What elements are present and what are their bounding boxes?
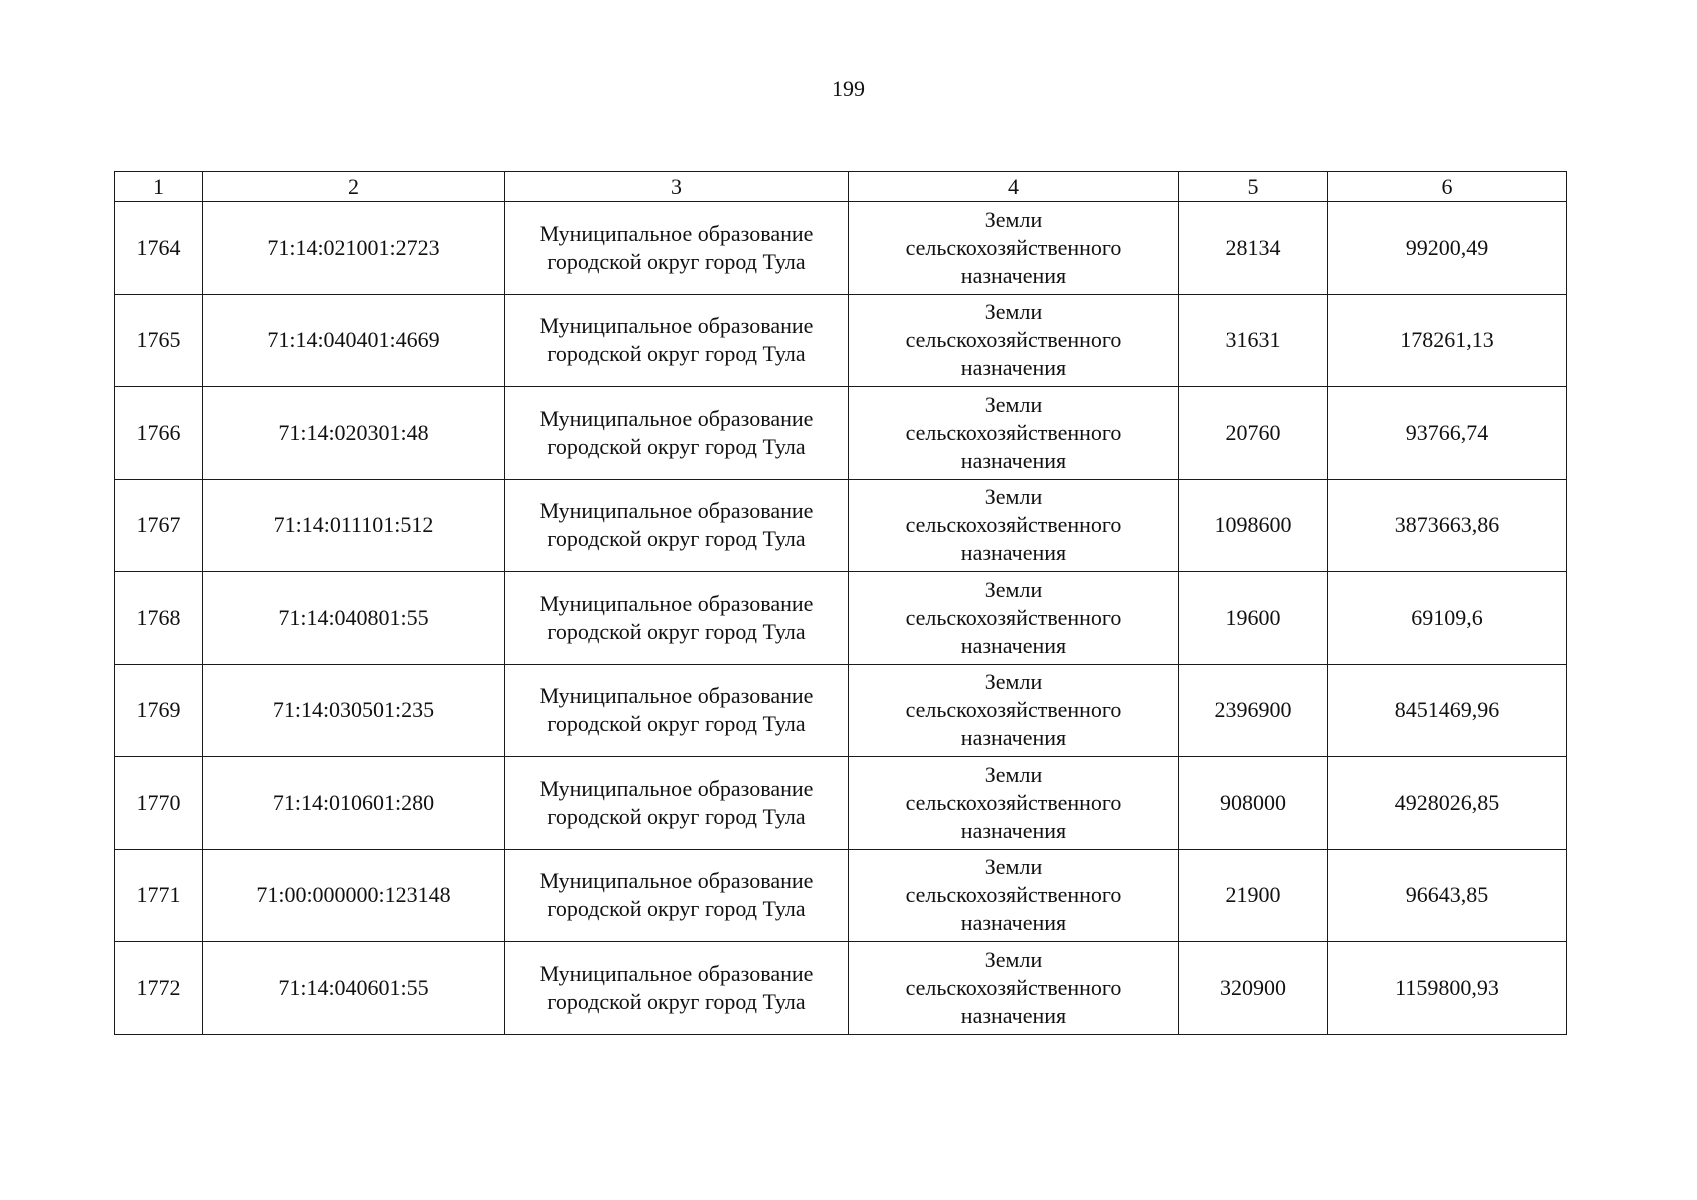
row-number: 1768: [136, 604, 181, 630]
row-number: 1772: [136, 974, 181, 1000]
area-value: 28134: [1225, 234, 1281, 260]
row-number-cell: [115, 202, 203, 295]
cadastral-number-cell: [203, 664, 505, 757]
area-cell: [1179, 294, 1328, 387]
row-number-cell: [115, 757, 203, 850]
table-row: [115, 572, 1567, 665]
land-category-line: сельскохозяйственного: [905, 604, 1122, 630]
area-cell: [1179, 664, 1328, 757]
cadastral-number: 71:14:040801:55: [278, 604, 429, 630]
cadastral-value-cell: [1328, 387, 1567, 480]
cadastral-number: 71:14:011101:512: [273, 512, 434, 538]
area-cell: [1179, 387, 1328, 480]
owner-line: Муниципальное образование: [539, 220, 814, 246]
owner-cell: [505, 387, 849, 480]
page-number: 199: [832, 76, 865, 101]
owner-cell: [505, 664, 849, 757]
column-header: 6: [1328, 172, 1567, 202]
owner-line: Муниципальное образование: [539, 868, 814, 894]
table-row: [115, 942, 1567, 1035]
land-category-line: Земли: [984, 761, 1043, 787]
cadastral-value: 178261,13: [1400, 327, 1494, 353]
land-category-line: сельскохозяйственного: [905, 512, 1122, 538]
land-category-cell: [849, 664, 1179, 757]
area-cell: [1179, 202, 1328, 295]
land-category-cell: [849, 572, 1179, 665]
area-value: 19600: [1225, 604, 1281, 630]
column-header: 3: [505, 172, 849, 202]
land-category-line: Земли: [984, 854, 1043, 880]
row-number: 1764: [136, 234, 181, 260]
cadastral-number: 71:14:020301:48: [278, 419, 429, 445]
owner-line: городской округ город Тула: [547, 803, 806, 829]
land-category-cell: [849, 849, 1179, 942]
cadastral-number-cell: [203, 479, 505, 572]
area-cell: [1179, 757, 1328, 850]
cadastral-number: 71:14:040401:4669: [267, 327, 440, 353]
table-row: [115, 202, 1567, 295]
cadastral-number: 71:00:000000:123148: [256, 882, 451, 908]
cadastral-value-cell: [1328, 849, 1567, 942]
owner-cell: [505, 942, 849, 1035]
land-category-cell: [849, 479, 1179, 572]
area-value: 320900: [1220, 974, 1286, 1000]
land-category-line: сельскохозяйственного: [905, 327, 1122, 353]
cadastral-number-cell: [203, 757, 505, 850]
owner-line: Муниципальное образование: [539, 590, 814, 616]
cadastral-value: 69109,6: [1411, 604, 1483, 630]
row-number: 1771: [136, 882, 181, 908]
row-number: 1765: [136, 327, 181, 353]
row-number-cell: [115, 479, 203, 572]
land-category-line: Земли: [984, 206, 1043, 232]
area-value: 21900: [1225, 882, 1281, 908]
area-value: 908000: [1220, 789, 1286, 815]
owner-line: городской округ город Тула: [547, 988, 806, 1014]
table-row: [115, 757, 1567, 850]
land-category-cell: [849, 294, 1179, 387]
table-row: [115, 294, 1567, 387]
owner-line: Муниципальное образование: [539, 960, 814, 986]
cadastral-number-cell: [203, 294, 505, 387]
cadastral-value: 4928026,85: [1394, 789, 1500, 815]
cadastral-value: 1159800,93: [1395, 974, 1499, 1000]
owner-line: Муниципальное образование: [539, 775, 814, 801]
land-category-line: сельскохозяйственного: [905, 419, 1122, 445]
owner-line: городской округ город Тула: [547, 896, 806, 922]
table-body: [115, 202, 1567, 1035]
cadastral-value-cell: [1328, 757, 1567, 850]
owner-line: Муниципальное образование: [539, 498, 814, 524]
owner-cell: [505, 479, 849, 572]
owner-line: городской округ город Тула: [547, 248, 806, 274]
cadastral-number-cell: [203, 202, 505, 295]
land-category-line: назначения: [960, 540, 1067, 566]
cadastral-number: 71:14:030501:235: [272, 697, 435, 723]
land-category-line: назначения: [960, 910, 1067, 936]
cadastral-value-cell: [1328, 664, 1567, 757]
cadastral-number-cell: [203, 572, 505, 665]
owner-cell: [505, 849, 849, 942]
owner-line: городской округ город Тула: [547, 526, 806, 552]
land-category-line: Земли: [984, 946, 1043, 972]
table-row: [115, 479, 1567, 572]
land-category-cell: [849, 202, 1179, 295]
cadastral-value: 8451469,96: [1394, 697, 1500, 723]
land-category-line: назначения: [960, 262, 1067, 288]
land-category-cell: [849, 942, 1179, 1035]
column-header: 4: [849, 172, 1179, 202]
row-number: 1767: [136, 512, 181, 538]
owner-line: городской округ город Тула: [547, 711, 806, 737]
table-row: [115, 664, 1567, 757]
owner-line: городской округ город Тула: [547, 433, 806, 459]
owner-line: Муниципальное образование: [539, 405, 814, 431]
land-category-line: Земли: [984, 391, 1043, 417]
land-category-line: назначения: [960, 1002, 1067, 1028]
land-category-line: назначения: [960, 817, 1067, 843]
land-category-line: сельскохозяйственного: [905, 789, 1122, 815]
area-value: 20760: [1225, 419, 1281, 445]
land-category-line: сельскохозяйственного: [905, 882, 1122, 908]
land-category-line: Земли: [984, 484, 1043, 510]
area-cell: [1179, 942, 1328, 1035]
row-number-cell: [115, 572, 203, 665]
row-number: 1769: [136, 697, 181, 723]
cadastral-value: 99200,49: [1405, 234, 1489, 260]
row-number-cell: [115, 942, 203, 1035]
land-category-line: сельскохозяйственного: [905, 974, 1122, 1000]
land-category-line: назначения: [960, 355, 1067, 381]
cadastral-value: 96643,85: [1405, 882, 1489, 908]
cadastral-number-cell: [203, 387, 505, 480]
owner-cell: [505, 202, 849, 295]
row-number: 1766: [136, 419, 181, 445]
row-number-cell: [115, 387, 203, 480]
area-cell: [1179, 479, 1328, 572]
owner-line: Муниципальное образование: [539, 313, 814, 339]
cadastral-number-cell: [203, 849, 505, 942]
column-header: 2: [203, 172, 505, 202]
row-number-cell: [115, 849, 203, 942]
land-category-line: сельскохозяйственного: [905, 234, 1122, 260]
header-row: [115, 172, 1567, 202]
row-number: 1770: [136, 789, 181, 815]
land-category-cell: [849, 387, 1179, 480]
owner-line: городской округ город Тула: [547, 618, 806, 644]
land-category-line: сельскохозяйственного: [905, 697, 1122, 723]
cadastral-number: 71:14:010601:280: [272, 789, 435, 815]
land-category-line: Земли: [984, 669, 1043, 695]
land-category-line: назначения: [960, 725, 1067, 751]
column-header: 1: [115, 172, 203, 202]
land-category-cell: [849, 757, 1179, 850]
owner-line: городской округ город Тула: [547, 341, 806, 367]
land-category-line: Земли: [984, 576, 1043, 602]
cadastral-value-cell: [1328, 202, 1567, 295]
row-number-cell: [115, 294, 203, 387]
land-category-line: назначения: [960, 632, 1067, 658]
owner-cell: [505, 757, 849, 850]
owner-line: Муниципальное образование: [539, 683, 814, 709]
column-header: 5: [1179, 172, 1328, 202]
area-value: 2396900: [1214, 697, 1292, 723]
table-row: [115, 849, 1567, 942]
cadastral-value: 3873663,86: [1394, 512, 1500, 538]
cadastral-number: 71:14:021001:2723: [267, 234, 440, 260]
cadastral-number: 71:14:040601:55: [278, 974, 429, 1000]
table-row: [115, 387, 1567, 480]
area-cell: [1179, 572, 1328, 665]
area-value: 1098600: [1214, 512, 1292, 538]
land-category-line: Земли: [984, 299, 1043, 325]
owner-cell: [505, 572, 849, 665]
land-registry-table: [114, 171, 1567, 1035]
cadastral-value-cell: [1328, 942, 1567, 1035]
owner-cell: [505, 294, 849, 387]
land-category-line: назначения: [960, 447, 1067, 473]
cadastral-number-cell: [203, 942, 505, 1035]
area-value: 31631: [1225, 327, 1281, 353]
area-cell: [1179, 849, 1328, 942]
cadastral-value-cell: [1328, 479, 1567, 572]
cadastral-value-cell: [1328, 294, 1567, 387]
row-number-cell: [115, 664, 203, 757]
cadastral-value: 93766,74: [1405, 419, 1489, 445]
cadastral-value-cell: [1328, 572, 1567, 665]
